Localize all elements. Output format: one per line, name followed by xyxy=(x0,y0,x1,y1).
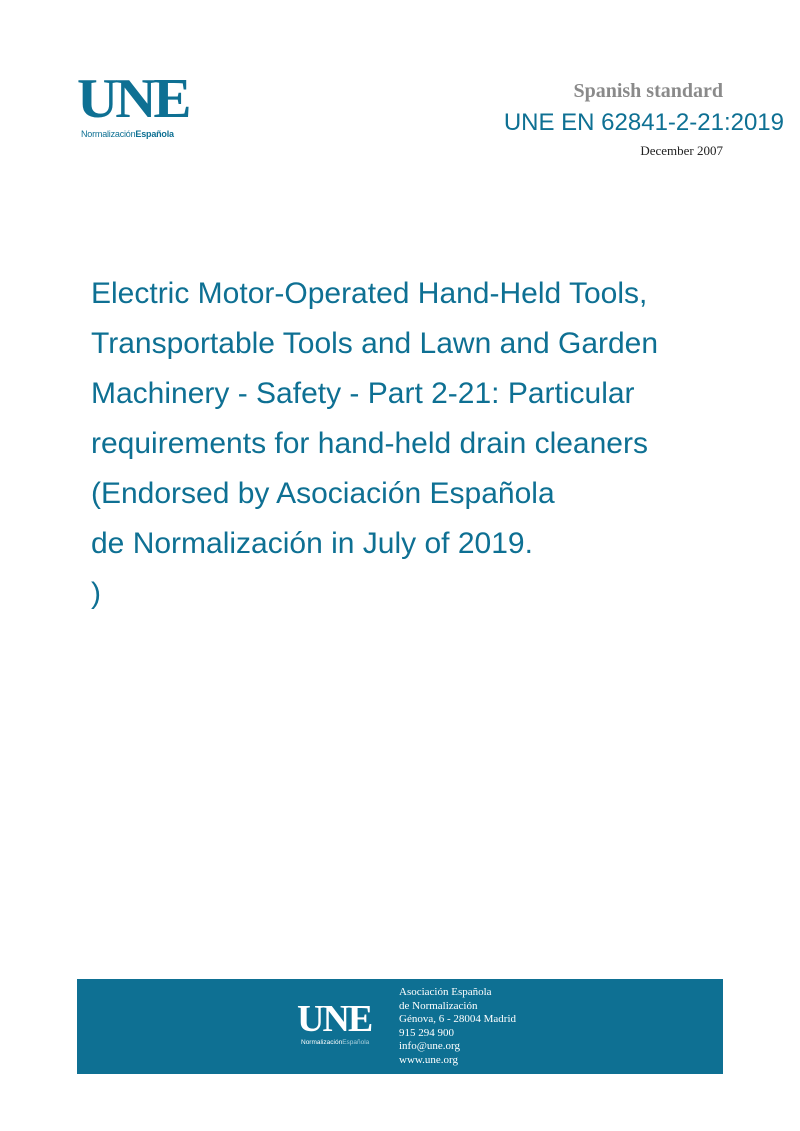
title-line: Machinery - Safety - Part 2-21: Particular xyxy=(91,377,635,410)
logo-subtitle-normal: Normalización xyxy=(81,129,136,139)
standard-type: Spanish standard xyxy=(573,80,723,102)
title-line: de Normalización in July of 2019. xyxy=(91,527,533,560)
title-line: requirements for hand-held drain cleaners xyxy=(91,427,648,460)
title-line: (Endorsed by Asociación Española xyxy=(91,477,555,510)
footer-band xyxy=(77,979,723,1074)
title-line: ) xyxy=(91,577,101,610)
logo-subtitle xyxy=(81,128,174,140)
address-org-line-2: de Normalización xyxy=(399,999,478,1012)
logo-mark: UNE xyxy=(77,68,189,130)
footer-address xyxy=(399,986,516,1068)
une-logo xyxy=(77,68,197,144)
title-line: Electric Motor-Operated Hand-Held Tools, xyxy=(91,277,648,310)
document-title xyxy=(91,269,751,619)
address-email: info@une.org xyxy=(399,1040,460,1053)
standard-date: December 2007 xyxy=(640,143,723,158)
standard-code: UNE EN 62841-2-21:2019 xyxy=(503,109,784,136)
address-street: Génova, 6 - 28004 Madrid xyxy=(399,1013,517,1026)
footer-logo-subtitle xyxy=(301,1039,369,1047)
logo-subtitle-strong: Española xyxy=(135,129,174,139)
footer-logo-subtitle-light: Española xyxy=(342,1039,370,1046)
footer-logo-mark: UNE xyxy=(297,998,372,1040)
address-phone: 915 294 900 xyxy=(399,1026,454,1039)
footer-logo-subtitle-normal: Normalización xyxy=(301,1039,343,1046)
title-line: Transportable Tools and Lawn and Garden xyxy=(91,327,659,360)
address-org-line-1: Asociación Española xyxy=(399,986,492,998)
address-website: www.une.org xyxy=(399,1053,458,1066)
